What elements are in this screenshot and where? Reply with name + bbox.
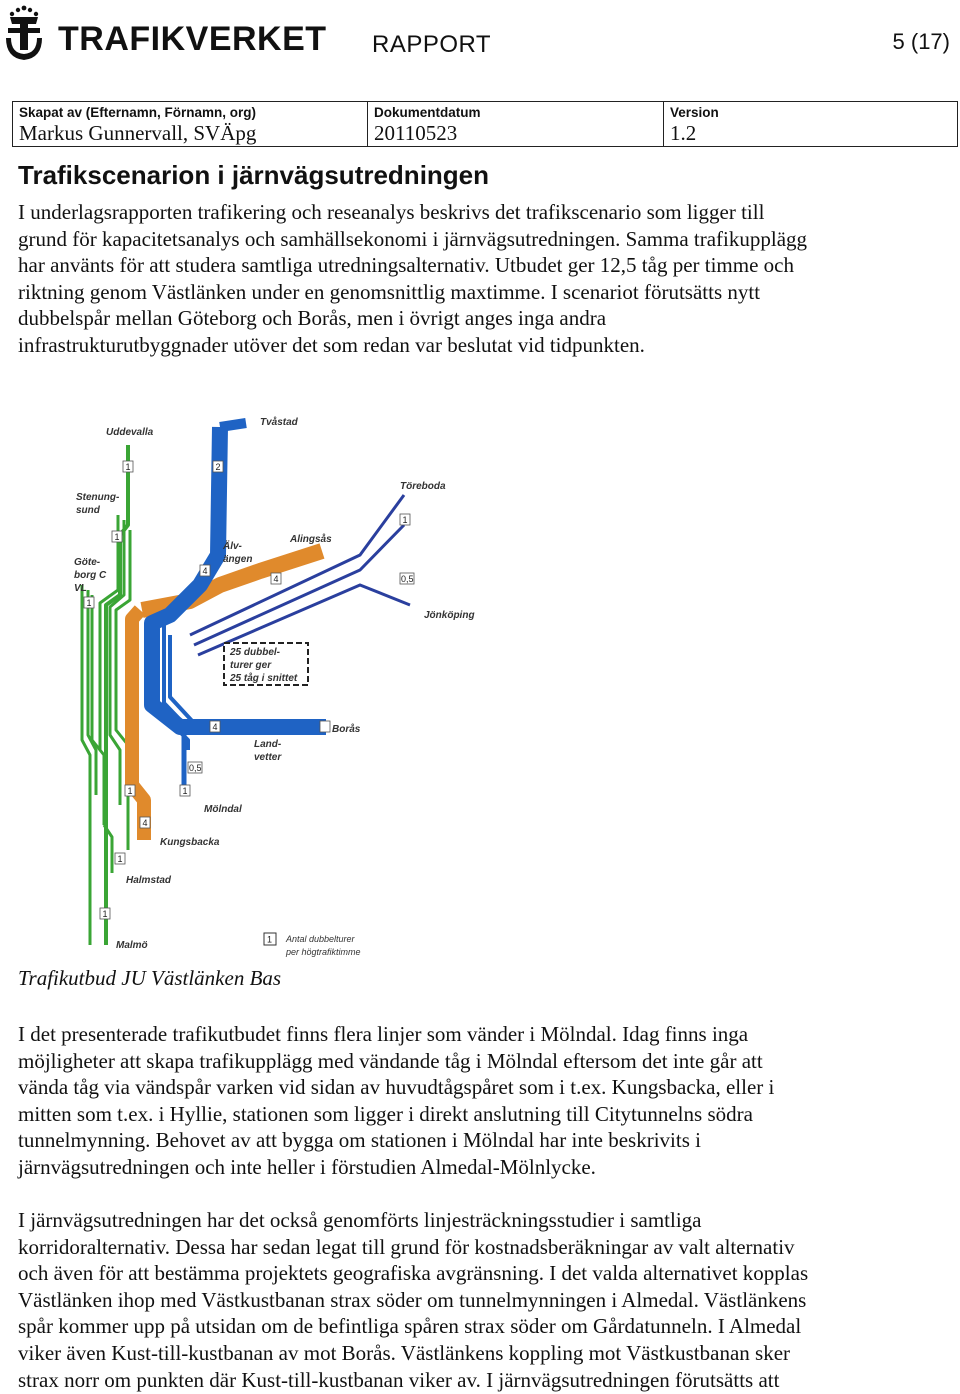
intro-line: grund för kapacitetsanalys och samhällsekonomi i järnvägsutredningen. Samma trafikupplägg	[18, 226, 808, 251]
badge-alvangen: 4	[202, 566, 208, 576]
badge-alingsas: 4	[273, 574, 279, 584]
station-malmo: Malmö	[116, 940, 148, 951]
version-cell	[664, 102, 957, 146]
body-line: och även för att bestämma projektets geografiska avgränsning. I det valda alternativet kopplas	[18, 1261, 809, 1286]
body-line: spår kommer upp på utsidan om de befintliga spåren strax söder om Gårdatunneln. I Almedal	[18, 1314, 802, 1339]
badge-toreboda: 1	[402, 515, 408, 525]
station-halmstad: Halmstad	[126, 875, 172, 886]
body-line: I det presenterade trafikutbudet finns flera linjer som vänder i Mölndal. Idag finns inga	[18, 1022, 749, 1046]
intro-line: har använts för att studera samtliga utredningsalternativ. Utbudet ger 12,5 tåg per timme och	[18, 253, 794, 278]
date-value: 20110523	[374, 121, 458, 145]
traffic-map-figure	[60, 405, 500, 965]
badge-halmstad: 1	[117, 854, 123, 864]
box-line: 25 dubbel-	[230, 647, 281, 658]
station-alvangen: Älv-	[223, 541, 242, 552]
station-kungsbacka: Kungsbacka	[160, 837, 220, 848]
body-line: I järnvägsutredningen har det också genomförts linjesträckningsstudier i samtliga	[18, 1208, 702, 1232]
orange-line	[132, 551, 322, 840]
date-label: Dokumentdatum	[374, 105, 481, 120]
intro-paragraph	[18, 199, 918, 359]
badge-tvastad: 2	[215, 462, 221, 472]
badge-malmo: 1	[102, 909, 108, 919]
station-alvangen: ängen	[223, 554, 253, 565]
station-stenungsund: sund	[76, 505, 100, 516]
body-line: viker även Kust-till-kustbanan av mot Borås. Västlänkens koppling mot Västkustbanan sker	[18, 1340, 791, 1365]
intro-line: infrastrukturutbyggnader utöver det som redan var beslutat vid tidpunkten.	[18, 332, 645, 357]
intro-line: riktning genom Västlänken under en genomsnittlig maxtimme. I scenariot förutsätts nytt	[18, 279, 761, 304]
body-paragraph-2	[18, 1207, 918, 1393]
page-number: 5 (17)	[892, 29, 950, 54]
author-value: Markus Gunnervall, SVÄpg	[19, 121, 257, 145]
blue-lines	[152, 423, 326, 785]
author-label: Skapat av (Efternamn, Förnamn, org)	[19, 105, 257, 120]
station-landvetter: vetter	[254, 752, 282, 763]
brand-name: TRAFIKVERKET	[58, 20, 327, 58]
station-goteborg: borg C	[74, 570, 107, 581]
badge-goteborg: 1	[86, 598, 92, 608]
badge-kungsbacka-orange: 4	[142, 818, 148, 828]
legend-line: Antal dubbelturer	[286, 934, 355, 944]
report-label: RAPPORT	[372, 31, 492, 58]
legend-line: per högtrafiktimme	[286, 947, 361, 957]
body-paragraph-1	[18, 1021, 918, 1181]
body-line: korridoralternativ. Dessa har sedan legat till grund för kostnadsberäkningar av valt alternativ	[18, 1234, 795, 1259]
green-lines	[82, 445, 130, 945]
body-line: Västlänken ihop med Västkustbanan strax söder om tunnelmynningen i Almedal. Västlänkens	[18, 1287, 807, 1312]
legend-number: 1	[267, 934, 273, 945]
figure-caption: Trafikutbud JU Västlänken Bas	[18, 966, 282, 990]
body-line: tunnelmynning. Behovet av att bygga om stationen i Mölndal har inte beskrivits i	[18, 1128, 701, 1153]
section-heading: Trafikscenarion i järnvägsutredningen	[18, 160, 490, 190]
author-cell	[13, 102, 368, 146]
version-label: Version	[670, 105, 719, 120]
box-line: turer ger	[230, 660, 272, 671]
station-tvastad: Tvåstad	[260, 417, 298, 428]
station-molndal: Mölndal	[204, 804, 242, 815]
intro-line: I underlagsrapporten trafikering och reseanalys beskrivs det trafikscenario som ligger till	[18, 200, 765, 224]
station-stenungsund: Stenung-	[76, 492, 120, 503]
body-line: vända tåg via vändspår varken vid sidan av huvudtågspåret som i t.ex. Kungsbacka, eller i	[18, 1075, 775, 1100]
station-toreboda: Töreboda	[400, 481, 446, 492]
station-goteborg: Göte-	[74, 557, 101, 568]
station-boras: Borås	[332, 724, 361, 735]
station-alingsas: Alingsås	[290, 534, 332, 545]
body-line: mitten som t.ex. i Hyllie, stationen som ligger i direkt anslutning till Citytunnelns södra	[18, 1101, 753, 1126]
badge-boras: 4	[212, 722, 218, 732]
badge-molndal: 1	[182, 786, 188, 796]
badge-uddevalla: 1	[125, 462, 131, 472]
badge-stenungsund: 1	[114, 532, 120, 542]
box-line: 25 tåg i snittet	[230, 673, 298, 684]
intro-line: dubbelspår mellan Göteborg och Borås, men i övrigt anges inga andra	[18, 306, 607, 331]
station-landvetter: Land-	[254, 739, 282, 750]
date-cell	[368, 102, 664, 146]
badge-landvetter: 0,5	[189, 763, 202, 773]
station-goteborg: VL	[74, 583, 87, 594]
body-line: möjligheter att skapa trafikupplägg med vändande tåg i Mölndal eftersom det inte går att	[18, 1048, 763, 1073]
station-jonkoping: Jönköping	[424, 610, 475, 621]
version-value: 1.2	[670, 121, 697, 145]
crown-logo-icon	[2, 4, 54, 64]
document-meta-table	[12, 101, 958, 147]
trafikverket-logo	[2, 4, 327, 64]
body-line: järnvägsutredningen och inte heller i förstudien Almedal-Mölnlycke.	[18, 1154, 596, 1179]
badge-kungsbacka-green: 1	[127, 786, 133, 796]
badge-jonkoping: 0,5	[401, 574, 414, 584]
body-line: strax norr om punkten där Kust-till-kustbanan viker av. I järnvägsutredningen förutsätts att	[18, 1367, 780, 1392]
station-uddevalla: Uddevalla	[106, 427, 154, 438]
